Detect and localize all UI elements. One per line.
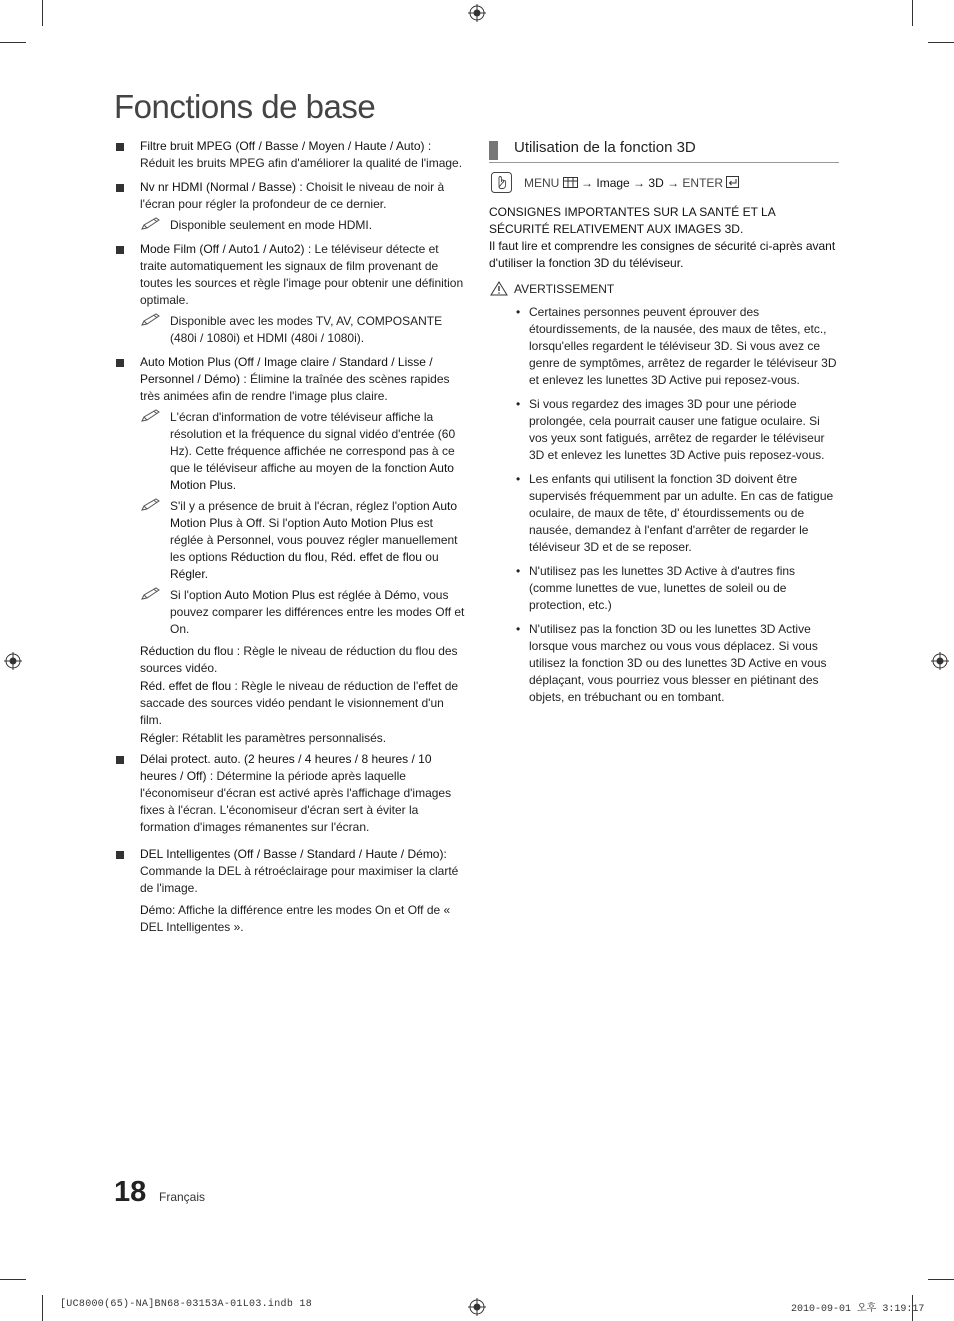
arrow: →	[577, 176, 597, 190]
list-item-mpeg	[114, 138, 466, 172]
menu-image: Image	[596, 176, 630, 190]
hand-pointer-icon	[491, 172, 512, 193]
note-bold: Régler	[170, 567, 205, 581]
note-text: Disponible avec les modes TV, AV, COMPOSANTE (480i / 1080i) et HDMI (480i / 1080i).	[170, 314, 443, 345]
list-item-film	[114, 241, 466, 347]
note-text: S'il y a présence de bruit à l'écran, réglez l'option	[170, 499, 433, 513]
sub-label: Réduction du flou	[140, 644, 234, 658]
bullet-icon: •	[516, 622, 521, 636]
note-text: est réglée à	[315, 588, 385, 602]
section-heading	[489, 138, 839, 163]
item-label: Filtre bruit MPEG (Off / Basse / Moyen / Haute / Auto)	[140, 139, 425, 153]
note-bold: Auto Motion Plus	[224, 588, 316, 602]
sub-label: Régler	[140, 731, 176, 745]
menu-label: MENU	[524, 176, 560, 190]
sub-label: Démo	[140, 903, 173, 917]
sub-text: : Rétablit les paramètres personnalisés.	[175, 731, 387, 745]
note	[140, 587, 466, 638]
menu-path	[489, 175, 839, 191]
sub-text: : Règle le niveau de réduction du flou des sources vidéo.	[140, 644, 458, 675]
note-bold: Auto Motion Plus	[170, 499, 458, 530]
list-item-del-intelligentes	[114, 846, 466, 897]
page-number: 18	[114, 1176, 147, 1208]
note-text: Disponible seulement en mode HDMI.	[170, 218, 373, 232]
left-column	[114, 138, 466, 943]
bullet-icon: •	[516, 305, 521, 319]
note-bold: Réd. effet de flou	[330, 550, 422, 564]
bullet-text: N'utilisez pas la fonction 3D ou les lunettes 3D Active lorsque vous marchez ou vous vous déplacez. Si vous utilisez la fonction 3D ou des lunettes 3D Active en vous déplaçant, vous pourriez vous blesser en piétinant des objets, en trébuchant ou en tombant.	[529, 622, 827, 704]
note-bold: Off	[246, 516, 262, 530]
sub-item-regler	[114, 730, 466, 747]
item-text: : Commande la DEL à rétroéclairage pour maximiser la clarté de l'image.	[140, 847, 459, 895]
note-text: L'écran d'information de votre téléviseur affiche la résolution et la fréquence du signal vidéo d'entrée (60 Hz). Cette fréquence affichée ne correspond pas à ce que le téléviseur affiche au moyen de la fonction	[170, 410, 456, 475]
pencil-note-icon	[140, 587, 162, 601]
consignes-heading: CONSIGNES IMPORTANTES SUR LA SANTÉ ET LA SÉCURITÉ RELATIVEMENT AUX IMAGES 3D.	[489, 205, 776, 236]
arrow: →	[629, 176, 649, 190]
note	[140, 498, 466, 583]
note-text: .	[204, 567, 209, 581]
list-item	[489, 563, 839, 614]
note-text: Si l'option	[170, 588, 225, 602]
arrow: →	[663, 176, 683, 190]
enter-icon	[726, 176, 739, 188]
warning-heading	[489, 281, 839, 298]
list-item-auto-motion-plus	[114, 354, 466, 638]
note-text: , vous pouvez comparer les différences entre les modes Off et On.	[170, 588, 465, 636]
crop-mark	[928, 1279, 954, 1280]
registration-mark-icon	[468, 1298, 486, 1316]
item-label: DEL Intelligentes (Off / Basse / Standard / Haute / Démo)	[140, 847, 444, 861]
list-item	[489, 621, 839, 706]
registration-mark-icon	[4, 652, 22, 670]
square-bullet-icon	[116, 246, 124, 254]
pencil-note-icon	[140, 409, 162, 423]
note-bold: Personnel	[216, 533, 271, 547]
crop-mark	[912, 0, 913, 26]
pencil-note-icon	[140, 217, 162, 231]
bullet-icon: •	[516, 472, 521, 486]
menu-grid-icon	[563, 177, 578, 188]
item-label: Auto Motion Plus (Off / Image claire / Standard / Lisse / Personnel / Démo)	[140, 355, 433, 386]
note-text: est réglée à	[170, 516, 433, 547]
right-column	[489, 138, 839, 713]
item-text: : Choisit le niveau de noir à l'écran pour régler la profondeur de ce dernier.	[140, 180, 445, 211]
note	[140, 217, 466, 234]
sub-item-red-effet-flou	[114, 678, 466, 729]
square-bullet-icon	[116, 184, 124, 192]
bullet-text: Certaines personnes peuvent éprouver des étourdissements, de la nausée, des maux de têtes, etc., lorsqu'elles regardent le téléviseur 3D. Si vous avez ce genre de symptômes, arrêtez de regarder le téléviseur 3D et enlevez les lunettes 3D Active pui reposez-vous.	[529, 305, 837, 387]
list-item	[489, 396, 839, 464]
registration-mark-icon	[931, 652, 949, 670]
item-text: : Réduit les bruits MPEG afin d'améliorer la qualité de l'image.	[140, 139, 463, 170]
note-bold: Réduction du flou	[230, 550, 325, 564]
note-text: , vous pouvez régler manuellement les options	[170, 533, 458, 564]
note-bold: Démo	[384, 588, 417, 602]
note-text: .	[232, 478, 237, 492]
bullet-icon: •	[516, 564, 521, 578]
heading-bar-icon	[489, 141, 498, 160]
list-item-delai-protect	[114, 751, 466, 836]
note	[140, 313, 466, 347]
menu-3d: 3D	[648, 176, 664, 190]
crop-mark	[928, 42, 954, 43]
crop-mark	[42, 0, 43, 26]
note-bold: Auto Motion Plus	[170, 461, 454, 492]
section-heading-text: Utilisation de la fonction 3D	[514, 139, 696, 156]
note-text: . Si l'option	[261, 516, 323, 530]
print-slug-file: [UC8000(65)-NA]BN68-03153A-01L03.indb 18	[60, 1299, 313, 1310]
page-title: Fonctions de base	[114, 88, 376, 125]
square-bullet-icon	[116, 851, 124, 859]
item-text: : Détermine la période après laquelle l'économiseur d'écran est activé après l'affichage d'images fixes à l'écran. L'économiseur d'écran sert à éviter la formation d'images rémanentes sur l'écran.	[140, 769, 452, 834]
list-item	[489, 304, 839, 389]
bullet-text: N'utilisez pas les lunettes 3D Active à d'autres fins (comme lunettes de vue, lunettes de soleil ou de protection, etc.)	[529, 564, 796, 612]
consignes-text: Il faut lire et comprendre les consignes de sécurité ci-après avant d'utiliser la fonction 3D du téléviseur.	[489, 239, 836, 270]
bullet-text: Les enfants qui utilisent la fonction 3D doivent être supervisés fréquemment par un adulte. En cas de fatigue oculaire, de maux de tête, d' étourdissements ou de nausée, demandez à l'enfant d'arrêter de regarder le téléviseur 3D et de se reposer.	[529, 472, 834, 554]
warning-label: AVERTISSEMENT	[514, 282, 615, 296]
square-bullet-icon	[116, 143, 124, 151]
note	[140, 409, 466, 494]
pencil-note-icon	[140, 313, 162, 327]
note-text: ,	[324, 550, 331, 564]
note-bold: Auto Motion Plus	[322, 516, 414, 530]
note-text: ou	[421, 550, 439, 564]
pencil-note-icon	[140, 498, 162, 512]
square-bullet-icon	[116, 756, 124, 764]
print-slug-date: 2010-09-01 오후 3:19:17	[791, 1304, 925, 1315]
menu-enter: ENTER	[682, 176, 724, 190]
item-label: Nv nr HDMI (Normal / Basse)	[140, 180, 297, 194]
sub-text: : Règle le niveau de réduction de l'effet de saccade des sources vidéo pendant le visionnement d'un film.	[140, 679, 459, 727]
crop-mark	[0, 42, 26, 43]
item-text: : Le téléviseur détecte et traite automatiquement les signaux de film provenant de toutes les sources et règle l'image pour obtenir une définition optimale.	[140, 242, 464, 307]
item-label: Mode Film (Off / Auto1 / Auto2)	[140, 242, 305, 256]
item-text: : Élimine la traînée des scènes rapides très animées afin de rendre l'image plus claire.	[140, 372, 450, 403]
item-label: Délai protect. auto. (2 heures / 4 heures / 8 heures / 10 heures / Off)	[140, 752, 432, 783]
sub-label: Réd. effet de flou	[140, 679, 232, 693]
list-item-hdmi	[114, 179, 466, 234]
sub-item-reduction-flou	[114, 643, 466, 677]
sub-item-demo	[114, 902, 466, 936]
crop-mark	[0, 1279, 26, 1280]
bullet-icon: •	[516, 397, 521, 411]
warning-triangle-icon	[490, 281, 508, 296]
crop-mark	[42, 1295, 43, 1321]
registration-mark-icon	[468, 4, 486, 22]
list-item	[489, 471, 839, 556]
bullet-text: Si vous regardez des images 3D pour une période prolongée, cela pourrait causer une fatigue oculaire. Si vos yeux sont fatigués, arrêtez de regarder le téléviseur 3D et enlevez les lunettes 3D Active puis reposez-vous.	[529, 397, 825, 462]
footer-language: Français	[159, 1190, 206, 1204]
note-text: à	[232, 516, 247, 530]
square-bullet-icon	[116, 359, 124, 367]
sub-text: : Affiche la différence entre les modes On et Off de « DEL Intelligentes ».	[140, 903, 451, 934]
